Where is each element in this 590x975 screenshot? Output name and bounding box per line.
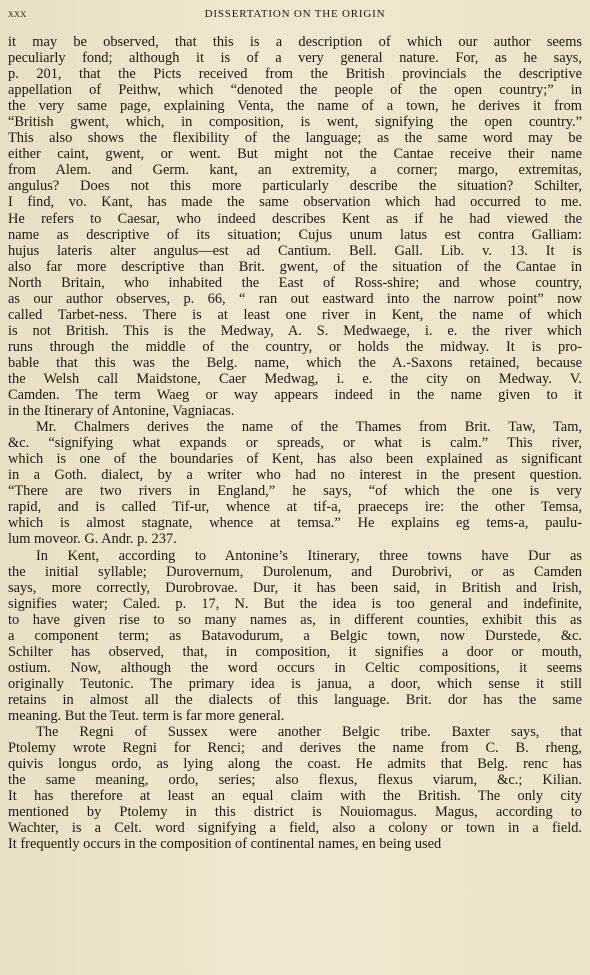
text-line: also far more descriptive than Brit. gwent, of the situation of the Cantae in <box>8 258 582 275</box>
text-line: It has therefore at least an equal claim with the British. The only city <box>8 788 582 805</box>
text-line: the initial syllable; Durovernum, Durolenum, and Durobrivi, or as Camden <box>8 563 582 580</box>
paragraph <box>8 419 582 547</box>
text-line: He refers to Caesar, who indeed describes Kent as if he had viewed the <box>8 210 582 227</box>
text-line: “British gwent, which, in composition, is went, signifying the open country.” <box>8 114 582 131</box>
text-line: “There are two rivers in England,” he says, “of which the one is very <box>8 483 582 500</box>
text-line: meaning. But the Teut. term is far more general. <box>8 707 285 724</box>
paragraph <box>8 34 582 419</box>
text-line: signifies water; Caled. p. 17, N. But the idea is too general and indefinite, <box>8 595 582 612</box>
text-line: lum moveor. G. Andr. p. 237. <box>8 531 177 548</box>
text-line: from Alem. and Germ. kant, an extremity, a corner; margo, extremitas, <box>8 162 582 179</box>
paragraph <box>8 548 582 725</box>
text-line: North Britain, who inhabited the East of Ross-shire; and whose country, <box>8 274 582 291</box>
text-line: bable that this was the Belg. name, which the A.-Saxons retained, because <box>8 354 582 371</box>
text-line: rapid, and is called Tif-ur, whence at tif-a, praeceps ire: the other Temsa, <box>8 499 582 516</box>
text-line: ostium. Now, although the word occurs in Celtic compositions, it seems <box>8 659 582 676</box>
text-line: the very same page, explaining Venta, the name of a town, he derives it from <box>8 98 582 115</box>
text-line: the same meaning, ordo, series; also flexus, flexus viarum, &c.; Kilian. <box>8 772 582 789</box>
text-line: The Regni of Sussex were another Belgic tribe. Baxter says, that <box>36 724 582 741</box>
text-line: Ptolemy wrote Regni for Renci; and derives the name from C. B. rheng, <box>8 740 582 757</box>
text-line: &c. “signifying what expands or spreads, or what is calm.” This river, <box>8 435 582 452</box>
text-line: originally Teutonic. The primary idea is janua, a door, which sense it still <box>8 675 582 692</box>
text-line: I find, vo. Kant, has made the same observation which had occurred to me. <box>8 194 582 211</box>
text-line: quivis longus ordo, as lying along the coast. He admits that Belg. renc has <box>8 756 582 773</box>
text-line: retains in almost all the dialects of this language. Brit. dor has the same <box>8 691 582 708</box>
text-line: the Welsh call Maidstone, Caer Medwag, i. e. the city on Medway. V. <box>8 370 582 387</box>
text-line: Camden. The term Waeg or way appears indeed in the name given to it <box>8 387 582 404</box>
text-line: which is almost stagnate, whence at temsa.” He explains eg tems-a, paulu- <box>8 515 582 532</box>
text-line: Mr. Chalmers derives the name of the Thames from Brit. Taw, Tam, <box>36 419 582 436</box>
text-line: hujus lateris alter angulus—est ad Cantium. Bell. Gall. Lib. v. 13. It is <box>8 242 582 259</box>
body-text <box>8 34 582 852</box>
text-line: It frequently occurs in the composition of continental names, en being used <box>8 836 442 853</box>
text-line: name as descriptive of its situation; Cujus unum latus est contra Galliam: <box>8 226 582 243</box>
text-line: appellation of Peithw, which “denoted the people of the open country;” in <box>8 82 582 99</box>
text-line: This also shows the flexibility of the language; as the same word may be <box>8 130 582 147</box>
paragraph <box>8 724 582 852</box>
text-line: p. 201, that the Picts received from the British provincials the descriptive <box>8 66 582 83</box>
text-line: Wachter, is a Celt. word signifying a field, also a colony or town in a field. <box>8 820 582 837</box>
text-line: called Tarbet-ness. There is at least one river in Kent, the name of which <box>8 306 582 323</box>
text-line: it may be observed, that this is a description of which our author seems <box>8 34 582 50</box>
text-line: either caint, gwent, or went. But might not the Cantae receive their name <box>8 146 582 163</box>
text-line: angulus? Does not this more particularly describe the situation? Schilter, <box>8 178 582 195</box>
text-line: In Kent, according to Antonine’s Itinerary, three towns have Dur as <box>36 547 582 564</box>
text-line: mentioned by Ptolemy in this district is Nouiomagus. Magus, according to <box>8 804 582 821</box>
text-line: Schilter has observed, that, in composition, it signifies a door or mouth, <box>8 643 582 660</box>
text-line: runs through the middle of the country, or holds the midway. It is pro- <box>8 338 582 355</box>
running-head <box>8 6 582 28</box>
text-line: is not British. This is the Medway, A. S. Medwaege, i. e. the river which <box>8 322 582 339</box>
text-line: says, more correctly, Durobrovae. Dur, it has been said, in British and Irish, <box>8 579 582 596</box>
text-line: in the Itinerary of Antonine, Vagniacas. <box>8 403 235 420</box>
text-line: to have given rise to so many names as, in different counties, exhibit this as <box>8 611 582 628</box>
text-line: peculiarly fond; although it is of a very general nature. For, as he says, <box>8 50 582 67</box>
text-line: as our author observes, p. 66, “ ran out eastward into the narrow point” now <box>8 290 582 307</box>
text-line: in a Goth. dialect, by a writer who had no interest in the present question. <box>8 467 582 484</box>
running-title: DISSERTATION ON THE ORIGIN <box>204 8 386 20</box>
text-line: which is one of the boundaries of Kent, has also been explained as significant <box>8 451 582 468</box>
text-line: a component term; as Batavodurum, a Belgic town, now Durstede, &c. <box>8 627 582 644</box>
page-number: xxx <box>8 6 27 20</box>
